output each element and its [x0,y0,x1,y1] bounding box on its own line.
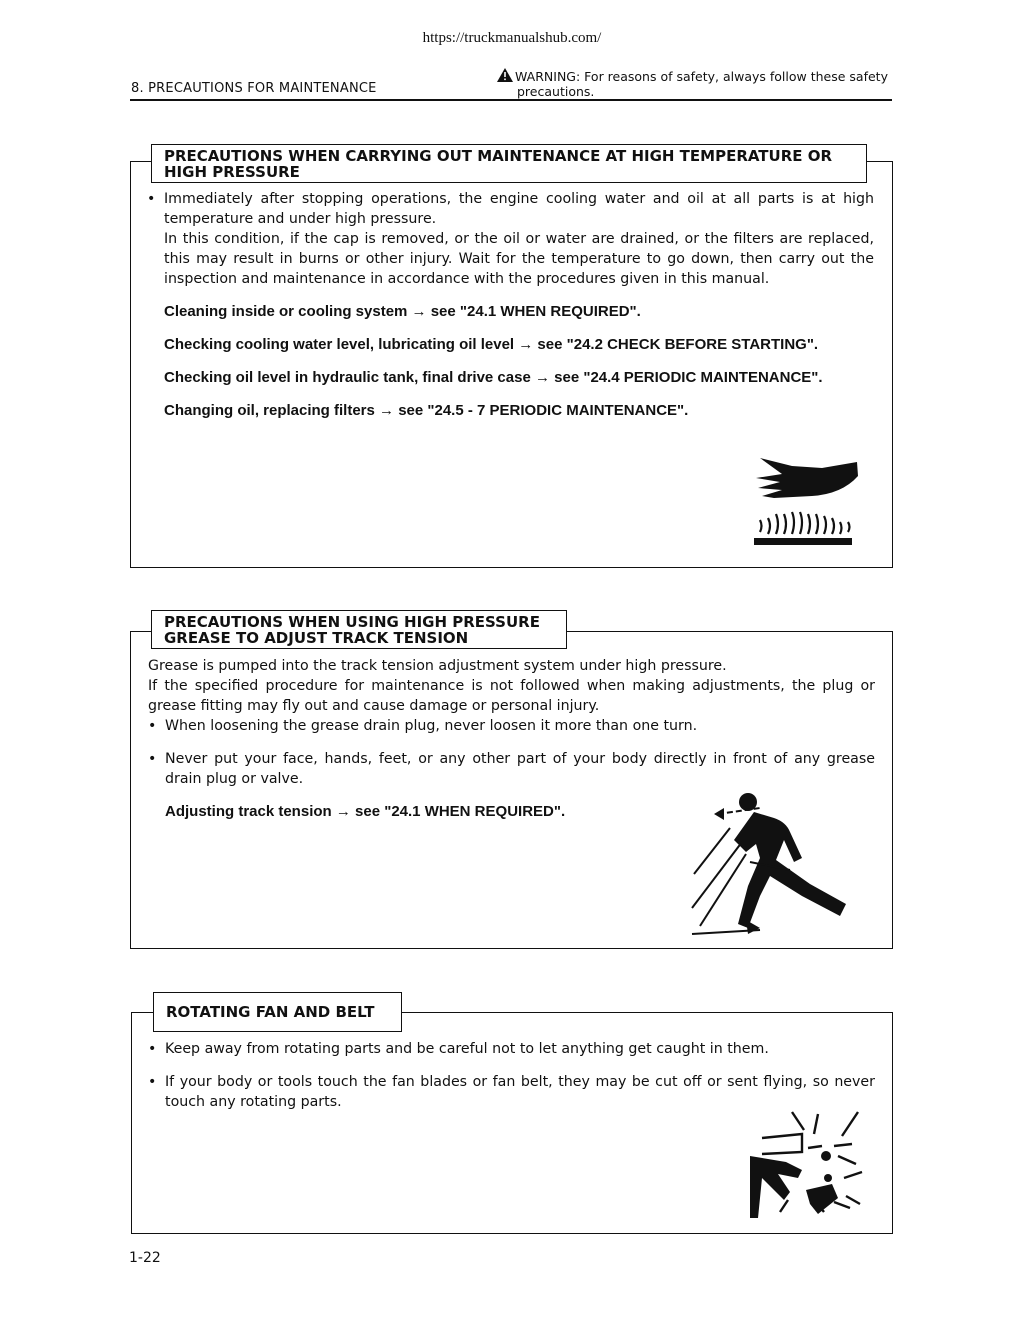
box2-intro-1: Grease is pumped into the track tension adjustment system under high pressure. [148,658,727,674]
bullet-text: When loosening the grease drain plug, never loosen it more than one turn. [165,718,698,734]
ref-cooling-check: Checking cooling water level, lubricating oil level → see "24.2 CHECK BEFORE STARTING". [164,336,819,353]
flying-object-person-icon [690,788,852,938]
bullet-text: If your body or tools touch the fan blades or fan belt, they may be cut off or sent flying, so never touch any rotating parts. [165,1074,875,1110]
bullet-dot: • [147,191,156,207]
rotating-fan-hand-icon [748,1108,866,1222]
box2-bullet-2 [148,749,875,789]
high-temperature-title [151,144,867,183]
box1-content [147,189,874,421]
box2-bullet-1 [148,716,875,736]
warning-note [497,68,888,99]
box1-bullet [147,189,874,229]
title-line-2: GREASE TO ADJUST TRACK TENSION [164,629,469,647]
warning-text-line1: WARNING: For reasons of safety, always follow these safety [515,69,888,84]
bullet-dot: • [148,1074,157,1090]
box3-bullet-2 [148,1072,875,1112]
bullet-text: Keep away from rotating parts and be careful not to let anything get caught in them. [165,1041,769,1057]
box3-bullet-1 [148,1039,875,1059]
warning-triangle-icon [497,68,513,85]
bullet-dot: • [148,751,157,767]
warning-text-line2: precautions. [517,84,595,99]
section-header: 8. PRECAUTIONS FOR MAINTENANCE [131,81,377,96]
high-pressure-grease-title [151,610,567,649]
source-url: https://truckmanualshub.com/ [422,30,602,46]
box2-intro-2: If the specified procedure for maintenance is not followed when making adjustments, the plug or grease fitting may fly out and cause damage or personal injury. [148,678,875,714]
title-line-1: PRECAUTIONS WHEN CARRYING OUT MAINTENANCE AT HIGH TEMPERATURE OR [164,147,833,165]
page-number: 1-22 [129,1250,161,1266]
rotating-fan-title [153,992,402,1032]
ref-oil-level: Checking oil level in hydraulic tank, final drive case → see "24.4 PERIODIC MAINTENANCE". [164,369,823,386]
title-line-1: PRECAUTIONS WHEN USING HIGH PRESSURE [164,613,540,631]
bullet-dot: • [148,718,157,734]
bullet-text: Never put your face, hands, feet, or any other part of your body directly in front of any grease drain plug or valve. [165,751,875,787]
ref-track-tension: Adjusting track tension → see "24.1 WHEN REQUIRED". [165,803,566,820]
box3-content [148,1039,875,1112]
title-line-1: ROTATING FAN AND BELT [166,1003,375,1021]
box1-paragraph: In this condition, if the cap is removed, or the oil or water are drained, or the filters are replaced, this may result in burns or other injury. Wait for the temperature to go down, then carry out the inspection and maintenance in accordance with the procedures given in this manual. [164,231,874,287]
ref-changing-oil: Changing oil, replacing filters → see "24.5 - 7 PERIODIC MAINTENANCE". [164,402,689,419]
ref-cleaning: Cleaning inside or cooling system → see "24.1 WHEN REQUIRED". [164,303,641,320]
header-rule [130,99,892,101]
hot-surface-hand-icon [752,452,862,548]
bullet-dot: • [148,1041,157,1057]
title-line-2: HIGH PRESSURE [164,163,300,181]
bullet-text: Immediately after stopping operations, the engine cooling water and oil at all parts is at high temperature and under high pressure. [164,191,874,227]
